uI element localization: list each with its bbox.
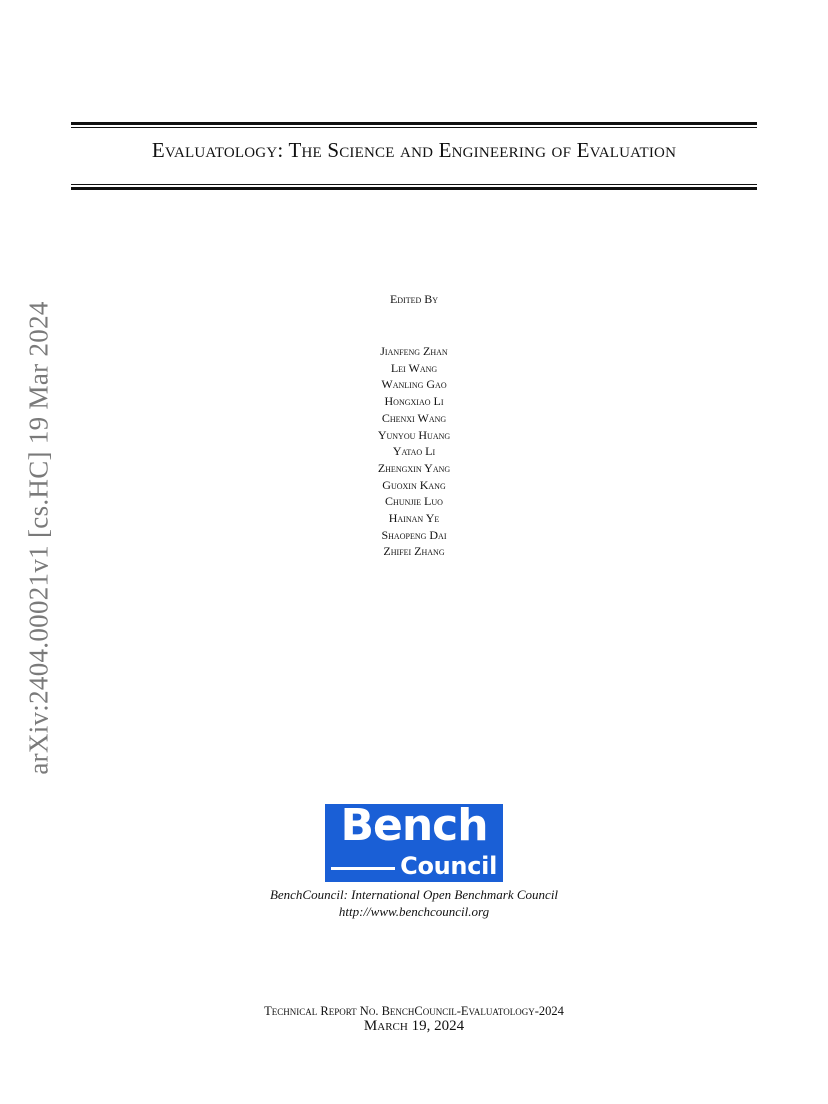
logo-dash bbox=[331, 867, 395, 870]
author-name: Jianfeng Zhan bbox=[380, 344, 448, 358]
organization-name: BenchCouncil: International Open Benchmark Council bbox=[269, 887, 559, 902]
arxiv-identifier: arXiv:2404.00021v1 [cs.HC] 19 Mar 2024 bbox=[23, 301, 54, 775]
title-rule-bottom-thin bbox=[71, 184, 757, 185]
benchcouncil-logo bbox=[325, 800, 503, 882]
logo-council-text: Council bbox=[400, 852, 497, 880]
author-name: Chenxi Wang bbox=[381, 410, 447, 425]
author-name: Zhifei Zhang bbox=[383, 544, 445, 559]
logo-bench-text: Bench bbox=[340, 800, 488, 851]
author-name: Chunjie Luo bbox=[385, 494, 443, 509]
edited-by-label: Edited By bbox=[389, 292, 439, 306]
title-rule-bottom-thick bbox=[71, 187, 757, 190]
report-date: March 19, 2024 bbox=[363, 1018, 465, 1034]
author-name: Wanling Gao bbox=[381, 377, 447, 392]
paper-title: Evaluatology: The Science and Engineering of Evaluation bbox=[151, 138, 677, 162]
title-rule-top-thick bbox=[71, 122, 757, 125]
author-list bbox=[0, 343, 828, 560]
author-name: Yunyou Huang bbox=[377, 427, 451, 442]
author-name: Hongxiao Li bbox=[384, 394, 444, 409]
organization-url: http://www.benchcouncil.org bbox=[338, 904, 490, 919]
report-number: Technical Report No. BenchCouncil-Evaluatology-2024 bbox=[264, 1004, 564, 1018]
author-name: Yatao Li bbox=[392, 444, 436, 459]
title-rule-top-thin bbox=[71, 127, 757, 128]
author-name: Shaopeng Dai bbox=[381, 527, 447, 542]
author-name: Zhengxin Yang bbox=[377, 460, 451, 475]
author-name: Hainan Ye bbox=[388, 511, 440, 526]
author-name: Guoxin Kang bbox=[382, 477, 446, 492]
author-name: Lei Wang bbox=[390, 360, 438, 375]
